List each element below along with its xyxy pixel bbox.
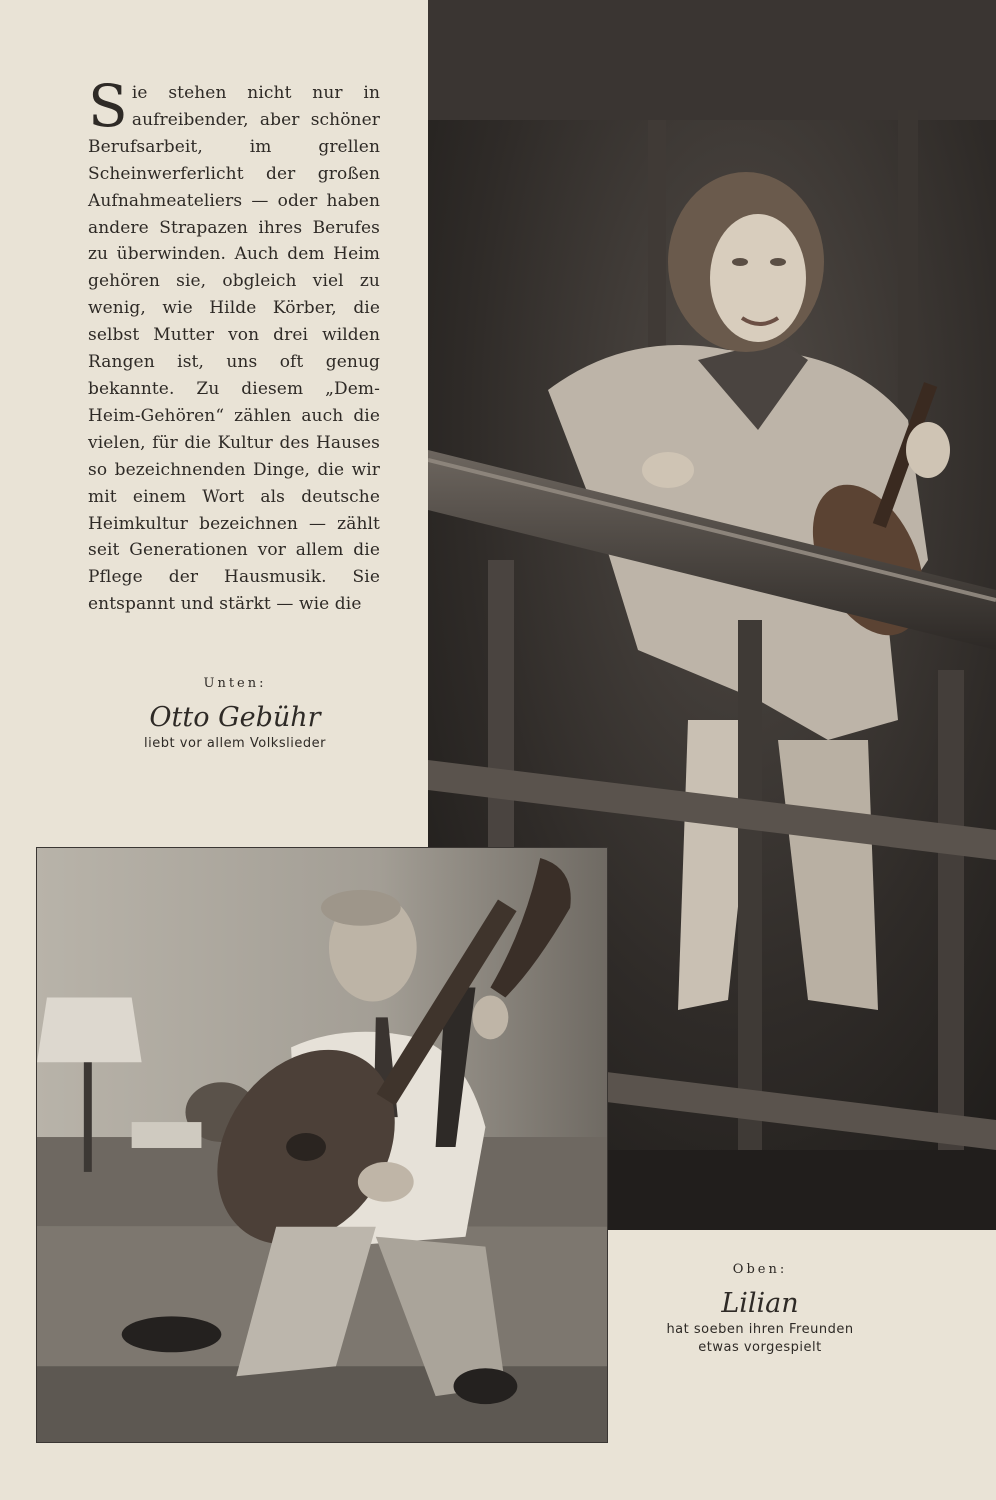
article-body — [88, 72, 380, 618]
caption-description-line2: etwas vorgespielt — [698, 1340, 822, 1355]
caption-top-photo — [640, 1262, 880, 1357]
drop-cap: S — [88, 72, 128, 140]
caption-bottom-photo — [120, 676, 350, 753]
photo-man-lute — [36, 847, 608, 1443]
caption-name: Lilian — [721, 1288, 799, 1319]
caption-label: Oben: — [732, 1262, 788, 1277]
caption-label: Unten: — [203, 676, 267, 691]
caption-name: Otto Gebühr — [149, 702, 321, 733]
photo-man-lute-image — [37, 848, 607, 1442]
caption-description: liebt vor allem Volkslieder — [144, 736, 326, 751]
caption-description-line1: hat soeben ihren Freunden — [666, 1322, 854, 1337]
article-text: ie stehen nicht nur in aufreibender, aber schöner Berufsarbeit, im grellen Scheinwerferlicht der großen Aufnahmeateliers — oder haben andere Strapazen ihres Berufes zu überwinden. Auch dem Heim gehören sie, obgleich viel zu wenig, wie Hilde Körber, die selbst Mutter von drei wilden Rangen ist, uns oft genug bekannte. Zu diesem „Dem-Heim-Gehören“ zählen auch die vielen, für die Kultur des Hauses so bezeichnenden Dinge, die wir mit einem Wort als deutsche Heimkultur bezeichnen — zählt seit Generationen vor allem die Pflege der Hausmusik. Sie entspannt und stärkt — wie die — [88, 83, 380, 615]
